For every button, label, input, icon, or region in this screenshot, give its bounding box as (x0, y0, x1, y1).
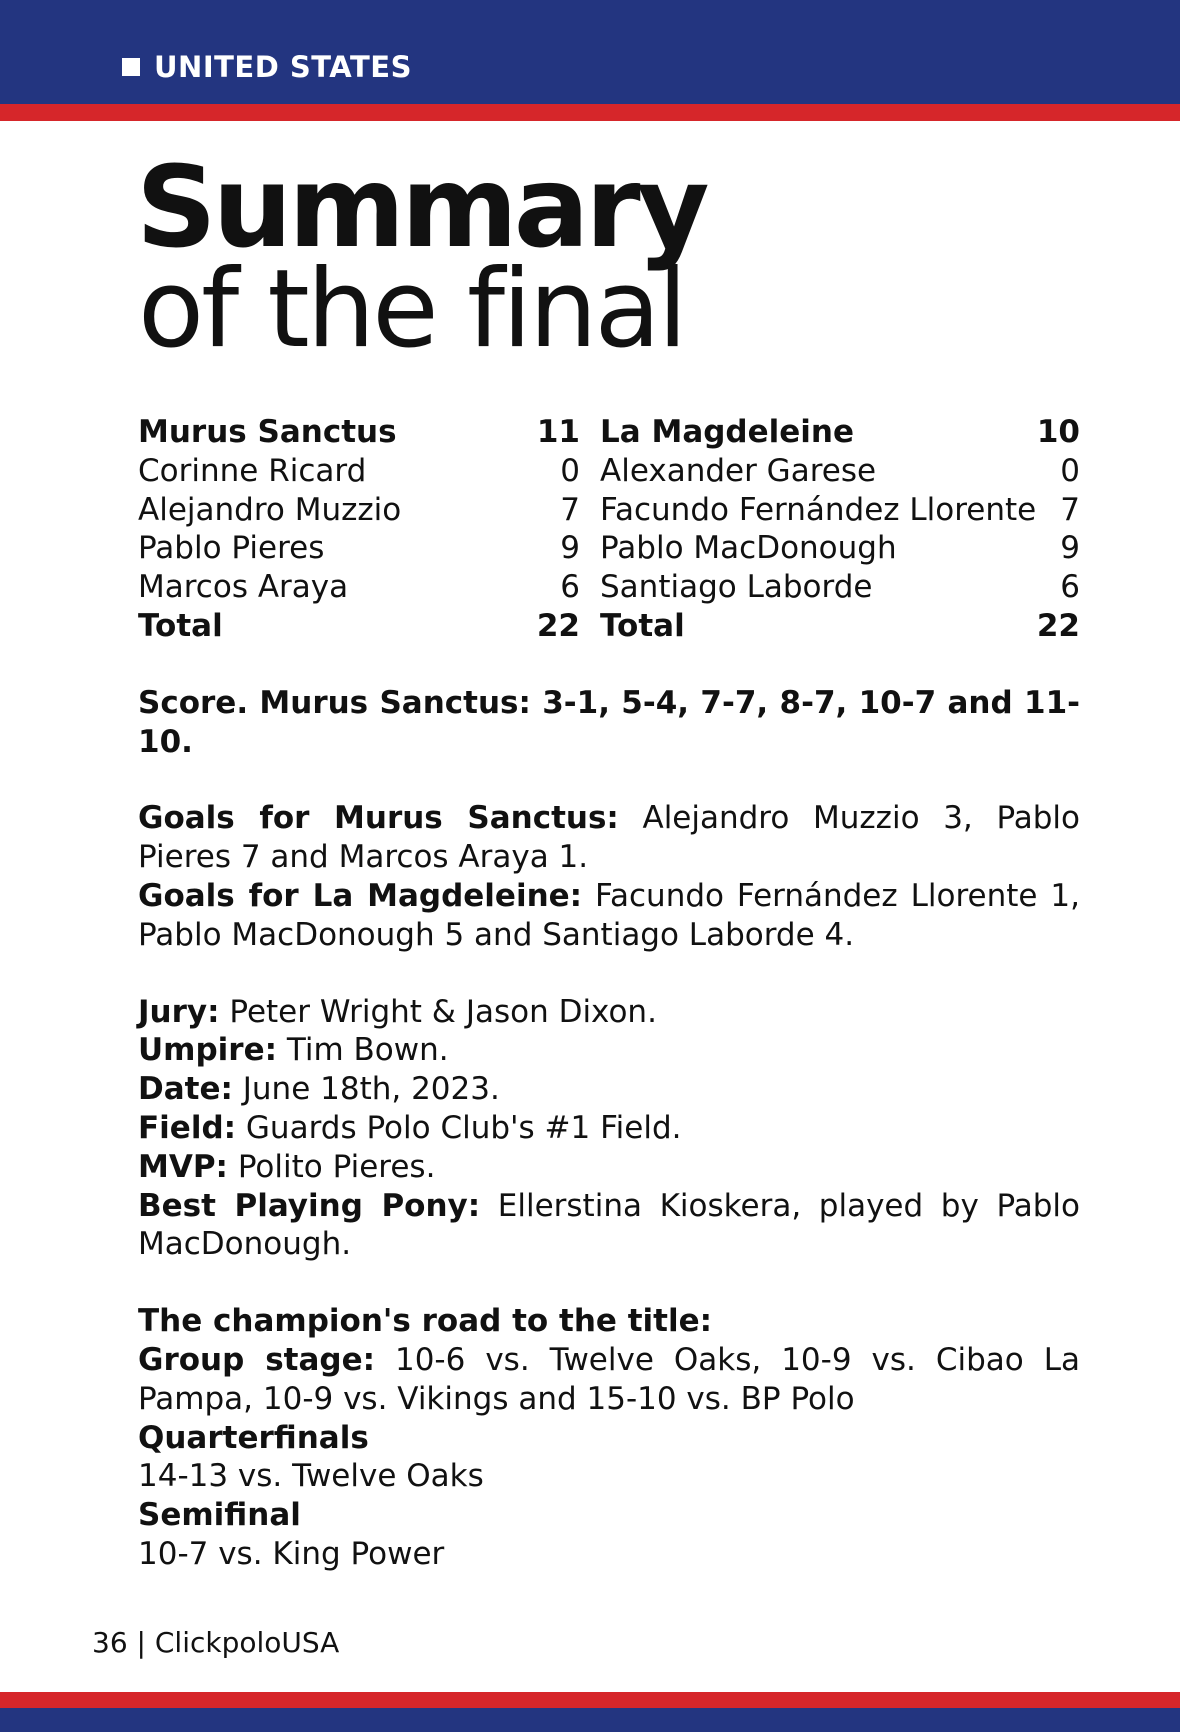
player-handicap: 7 (560, 491, 580, 528)
detail-label: Date: (138, 1071, 233, 1108)
detail-jury (138, 993, 1080, 1032)
article-body (138, 413, 1080, 1574)
total-label: Total (600, 607, 685, 644)
detail-text: June 18th, 2023. (232, 1071, 500, 1108)
player-row (600, 452, 1080, 491)
page-footer: 36 | ClickpoloUSA (92, 1626, 340, 1659)
detail-text: Peter Wright & Jason Dixon. (219, 993, 657, 1030)
player-name: Facundo Fernández Llorente (600, 491, 1037, 528)
road-heading-text: The champion's road to the title: (138, 1303, 713, 1340)
road-quarter-label (138, 1419, 1080, 1458)
road-quarter-result: 14-13 vs. Twelve Oaks (138, 1458, 484, 1495)
player-handicap: 6 (1060, 569, 1080, 606)
detail-text: Polito Pieres. (227, 1148, 436, 1185)
road-quarter-label-text: Quarterfinals (138, 1419, 369, 1456)
page-title-main: Summary (136, 143, 706, 273)
total-value: 22 (536, 607, 580, 644)
team-name: Murus Sanctus (138, 414, 397, 450)
detail-text: Tim Bown. (277, 1032, 449, 1069)
detail-mvp (138, 1148, 1080, 1187)
goals-magdeleine (138, 877, 1080, 955)
player-row (600, 491, 1080, 530)
player-name: Corinne Ricard (138, 452, 367, 489)
spacer (138, 955, 1080, 993)
player-handicap: 6 (560, 569, 580, 606)
player-handicap: 9 (560, 530, 580, 567)
score-line-text: Score. Murus Sanctus: 3-1, 5-4, 7-7, 8-7, 10-7 and 11-10. (138, 684, 1080, 760)
player-handicap: 9 (1060, 530, 1080, 567)
header-stripe (0, 104, 1180, 121)
player-row (138, 529, 580, 568)
road-semi-label-text: Semifinal (138, 1497, 301, 1534)
player-row (600, 529, 1080, 568)
team-murus-sanctus (138, 413, 580, 646)
team-la-magdeleine (600, 413, 1080, 646)
spacer (138, 761, 1080, 799)
player-name: Pablo Pieres (138, 530, 325, 567)
player-handicap: 7 (1060, 491, 1080, 528)
section-label: UNITED STATES (154, 50, 412, 84)
total-row (138, 607, 580, 646)
scoreboard (138, 413, 1080, 646)
player-name: Pablo MacDonough (600, 530, 897, 567)
detail-field (138, 1109, 1080, 1148)
player-row (138, 491, 580, 530)
goals-label: Goals for Murus Sanctus: (138, 800, 619, 837)
detail-umpire (138, 1031, 1080, 1070)
road-group-stage (138, 1341, 1080, 1419)
goals-murus (138, 799, 1080, 877)
detail-label: Best Playing Pony: (138, 1187, 481, 1224)
detail-label: Field: (138, 1109, 237, 1146)
team-score: 11 (536, 414, 580, 450)
spacer (138, 1264, 1080, 1302)
player-name: Santiago Laborde (600, 569, 873, 606)
team-header-row (138, 413, 580, 452)
road-group-text: 10-6 vs. Twelve Oaks, 10-9 vs. Cibao La Pampa, 10-9 vs. Vikings and 15-10 vs. BP Polo (138, 1341, 1081, 1417)
footer-band (0, 1708, 1180, 1732)
player-name: Alejandro Muzzio (138, 491, 402, 528)
team-score: 10 (1036, 414, 1080, 450)
detail-label: Umpire: (138, 1032, 278, 1069)
road-semi-result: 10-7 vs. King Power (138, 1535, 445, 1572)
team-header-row (600, 413, 1080, 452)
goals-text: Alejandro Muzzio 3, Pablo Pieres 7 and Marcos Araya 1. (138, 800, 1081, 876)
square-icon (122, 58, 140, 76)
page-title-sub: of the final (138, 247, 685, 372)
detail-best-pony (138, 1187, 1080, 1265)
player-row (138, 568, 580, 607)
road-heading (138, 1302, 1080, 1341)
spacer (138, 646, 1080, 684)
player-row (138, 452, 580, 491)
road-group-label: Group stage: (138, 1341, 376, 1378)
player-name: Alexander Garese (600, 452, 877, 489)
footer-stripe (0, 1692, 1180, 1708)
total-row (600, 607, 1080, 646)
detail-text: Ellerstina Kioskera, played by Pablo MacDonough. (138, 1187, 1081, 1263)
player-name: Marcos Araya (138, 569, 349, 606)
detail-label: Jury: (138, 993, 220, 1030)
total-label: Total (138, 607, 223, 644)
goals-text: Facundo Fernández Llorente 1, Pablo MacDonough 5 and Santiago Laborde 4. (138, 877, 1080, 953)
road-semi-label (138, 1496, 1080, 1535)
detail-text: Guards Polo Club's #1 Field. (236, 1109, 682, 1146)
detail-date (138, 1070, 1080, 1109)
team-name: La Magdeleine (600, 414, 855, 450)
player-row (600, 568, 1080, 607)
section-tag (122, 50, 412, 84)
score-line (138, 684, 1080, 762)
player-handicap: 0 (1060, 452, 1080, 489)
total-value: 22 (1036, 607, 1080, 644)
detail-label: MVP: (138, 1148, 228, 1185)
goals-label: Goals for La Magdeleine: (138, 877, 583, 914)
player-handicap: 0 (560, 452, 580, 489)
